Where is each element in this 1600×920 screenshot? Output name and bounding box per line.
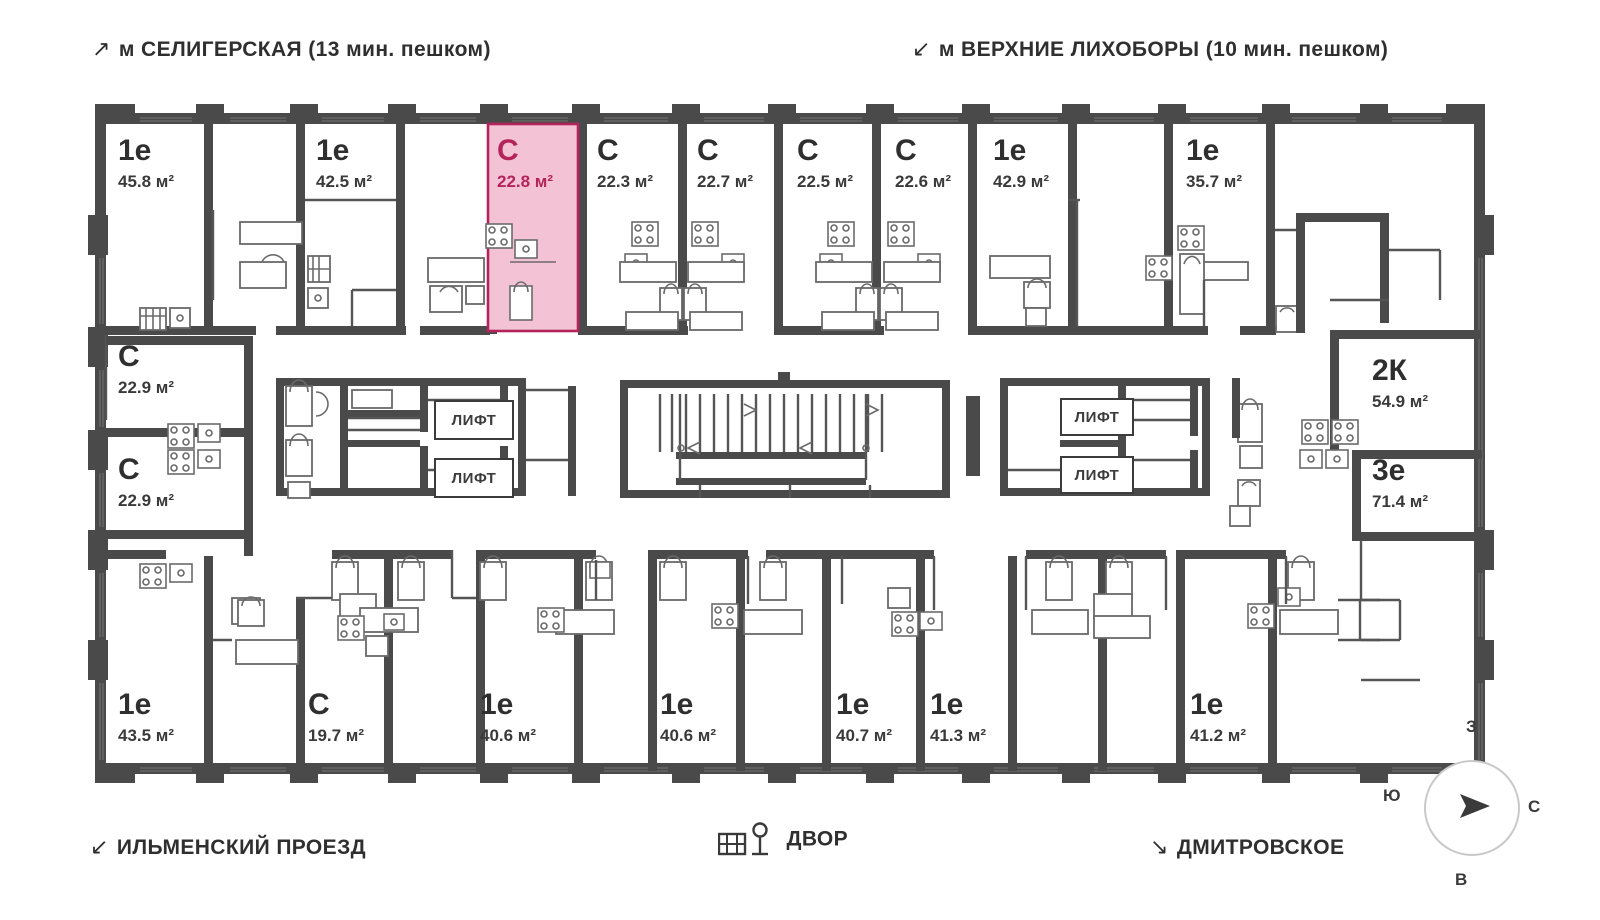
compass-east: В <box>1455 870 1468 889</box>
landmark-seligerskaya: ↗ м СЕЛИГЕРСКАЯ (13 мин. пешком) <box>92 36 491 61</box>
apartment-type: 1е <box>1190 688 1224 721</box>
yard-marker <box>718 822 848 856</box>
apartment-label-1e-35-7[interactable] <box>1186 136 1242 190</box>
apartment-area: 42.9 м² <box>993 172 1050 191</box>
compass-south: Ю <box>1383 786 1401 805</box>
apartment-area: 22.3 м² <box>597 172 654 191</box>
apartment-label-1e-40-6-b[interactable] <box>660 690 716 744</box>
apartment-label-1e-41-2[interactable] <box>1190 690 1246 744</box>
compass-north: С <box>1528 797 1541 816</box>
apartment-label-s-22-9-lower[interactable] <box>118 455 174 509</box>
apartment-label-1e-42-9[interactable] <box>993 136 1049 190</box>
apartment-type: 1е <box>836 688 870 721</box>
apartment-area: 19.7 м² <box>308 726 365 745</box>
apartment-label-1e-43-5[interactable] <box>118 690 174 744</box>
apartment-label-s-22-7[interactable] <box>697 136 753 190</box>
apartment-label-3e-71-4[interactable] <box>1372 456 1428 510</box>
apartment-type: С <box>697 134 719 167</box>
arrow-icon-sw: ↙ <box>90 834 109 859</box>
apartment-type: С <box>597 134 619 167</box>
lift-label: ЛИФТ <box>1074 408 1120 426</box>
lift-label: ЛИФТ <box>451 469 497 487</box>
compass <box>1424 760 1520 856</box>
apartment-label-2k-54-9[interactable] <box>1372 356 1428 410</box>
apartment-type: С <box>497 134 519 167</box>
apartment-type: 1е <box>1186 134 1220 167</box>
apartment-type: С <box>308 688 330 721</box>
apartment-area: 43.5 м² <box>118 726 175 745</box>
landmark-dmitrovskoe: ↘ ДМИТРОВСКОЕ <box>1150 834 1345 859</box>
apartment-label-1e-40-7[interactable] <box>836 690 892 744</box>
apartment-area: 40.6 м² <box>660 726 717 745</box>
apartment-type: 1е <box>316 134 350 167</box>
apartment-area: 41.3 м² <box>930 726 987 745</box>
lift-4[interactable] <box>1060 456 1134 494</box>
apartment-label-s-22-5[interactable] <box>797 136 853 190</box>
lift-label: ЛИФТ <box>1074 466 1120 484</box>
apartment-type: 3е <box>1372 454 1406 487</box>
apartment-type: С <box>118 340 140 373</box>
arrow-icon-ne: ↗ <box>92 36 111 61</box>
apartment-label-s-22-6[interactable] <box>895 136 951 190</box>
apartment-type: 1е <box>660 688 694 721</box>
playground-icon <box>718 822 772 856</box>
apartment-type: 1е <box>930 688 964 721</box>
apartment-label-1e-42-5[interactable] <box>316 136 372 190</box>
apartment-type: 1е <box>118 688 152 721</box>
apartment-type: 1е <box>480 688 514 721</box>
compass-west: З <box>1466 717 1477 736</box>
apartment-area: 35.7 м² <box>1186 172 1243 191</box>
lift-2[interactable] <box>434 458 514 498</box>
apartment-area: 22.7 м² <box>697 172 754 191</box>
apartment-area: 40.7 м² <box>836 726 893 745</box>
apartment-type: 1е <box>993 134 1027 167</box>
lift-1[interactable] <box>434 400 514 440</box>
apartment-area: 41.2 м² <box>1190 726 1247 745</box>
apartment-type: С <box>118 453 140 486</box>
lift-label: ЛИФТ <box>451 411 497 429</box>
apartment-area: 22.9 м² <box>118 491 175 510</box>
apartment-area: 22.5 м² <box>797 172 854 191</box>
apartment-area: 54.9 м² <box>1372 392 1429 411</box>
landmark-verhnie-lihobory: ↙ м ВЕРХНИЕ ЛИХОБОРЫ (10 мин. пешком) <box>912 36 1389 61</box>
apartment-area: 40.6 м² <box>480 726 537 745</box>
apartment-label-s-19-7[interactable] <box>308 690 364 744</box>
apartment-type: С <box>895 134 917 167</box>
apartment-label-s-22-8-selected[interactable] <box>497 136 553 190</box>
apartment-area: 22.8 м² <box>497 172 554 191</box>
apartment-type: С <box>797 134 819 167</box>
apartment-area: 22.9 м² <box>118 378 175 397</box>
apartment-label-1e-41-3[interactable] <box>930 690 986 744</box>
apartment-area: 71.4 м² <box>1372 492 1429 511</box>
landmark-ilmenskiy-proezd: ↙ ИЛЬМЕНСКИЙ ПРОЕЗД <box>90 834 366 859</box>
apartment-label-1e-40-6-a[interactable] <box>480 690 536 744</box>
lift-3[interactable] <box>1060 398 1134 436</box>
arrow-icon-se: ↘ <box>1150 834 1169 859</box>
arrow-icon-sw: ↙ <box>912 36 931 61</box>
apartment-area: 22.6 м² <box>895 172 952 191</box>
apartment-label-s-22-9-upper[interactable] <box>118 342 174 396</box>
apartment-type: 2К <box>1372 354 1407 387</box>
yard-label: ДВОР <box>786 827 848 851</box>
apartment-label-s-22-3[interactable] <box>597 136 653 190</box>
apartment-type: 1е <box>118 134 152 167</box>
apartment-area: 42.5 м² <box>316 172 373 191</box>
apartment-area: 45.8 м² <box>118 172 175 191</box>
apartment-label-1e-45-8[interactable] <box>118 136 174 190</box>
